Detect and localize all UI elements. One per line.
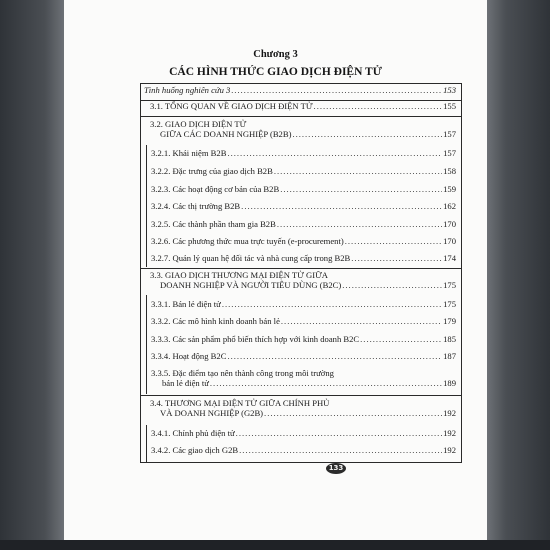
toc-entry-text: 3.4.2. Các giao dịch G2B bbox=[151, 445, 239, 455]
toc-entry bbox=[151, 428, 456, 438]
toc-entry-page: 159 bbox=[443, 184, 456, 194]
toc-entry-page: 158 bbox=[443, 166, 456, 176]
table-of-contents bbox=[64, 0, 487, 540]
toc-entry-page: 174 bbox=[443, 253, 456, 263]
toc-entry bbox=[151, 368, 456, 388]
toc-entry-page: 175 bbox=[443, 299, 456, 309]
toc-entry-text: 3.2.3. Các hoạt động cơ bản của B2B bbox=[151, 184, 280, 194]
toc-entry-text: 3.3.2. Các mô hình kinh doanh bán lẻ bbox=[151, 316, 280, 326]
toc-entry bbox=[151, 219, 456, 229]
toc-entry-text: GIỮA CÁC DOANH NGHIỆP (B2B) bbox=[160, 129, 292, 139]
right-background bbox=[487, 0, 550, 548]
toc-entry-text: 3.4.1. Chính phủ điện tử bbox=[151, 428, 235, 438]
toc-entry-page: 192 bbox=[443, 445, 456, 455]
toc-entry bbox=[150, 270, 456, 290]
toc-entry-text: 3.4. THƯƠNG MẠI ĐIỆN TỬ GIỮA CHÍNH PHỦ bbox=[150, 398, 330, 408]
toc-entry-text: 3.3.5. Đặc điểm tạo nên thành công trong môi trường bbox=[151, 368, 334, 378]
page-number-badge: 133 bbox=[326, 463, 346, 474]
toc-entry bbox=[144, 85, 456, 95]
toc-entry-page: 155 bbox=[443, 101, 456, 111]
toc-entry-text: 3.3.4. Hoạt động B2C bbox=[151, 351, 227, 361]
toc-entry-text: 3.2.6. Các phương thức mua trực tuyến (e-procurement) bbox=[151, 236, 344, 246]
toc-entry-page: 170 bbox=[443, 219, 456, 229]
toc-entry-page: 157 bbox=[443, 148, 456, 158]
toc-entry bbox=[151, 166, 456, 176]
toc-entry-page: 153 bbox=[443, 85, 456, 95]
toc-entry-text: 3.2.5. Các thành phần tham gia B2B bbox=[151, 219, 276, 229]
chapter-title: CÁC HÌNH THỨC GIAO DỊCH ĐIỆN TỬ bbox=[169, 66, 382, 78]
toc-entry bbox=[151, 316, 456, 326]
toc-entry-text: 3.3.3. Các sản phẩm phổ biến thích hợp với kinh doanh B2C bbox=[151, 334, 360, 344]
toc-entry bbox=[151, 334, 456, 344]
toc-entry-text: 3.2. GIAO DỊCH ĐIỆN TỬ bbox=[150, 119, 247, 129]
toc-entry-text: 3.2.7. Quản lý quan hệ đối tác và nhà cung cấp trong B2B bbox=[151, 253, 351, 263]
left-background bbox=[0, 0, 64, 548]
toc-entry bbox=[151, 299, 456, 309]
chapter-label: Chương 3 bbox=[253, 49, 298, 60]
toc-entry-page: 192 bbox=[443, 428, 456, 438]
bottom-bar bbox=[0, 540, 550, 550]
toc-entry-text: DOANH NGHIỆP VÀ NGƯỜI TIÊU DÙNG (B2C) bbox=[160, 280, 342, 290]
toc-entry bbox=[151, 351, 456, 361]
toc-entry-page: 162 bbox=[443, 201, 456, 211]
toc-entry-page: 170 bbox=[443, 236, 456, 246]
toc-entry bbox=[151, 236, 456, 246]
toc-entry-text: 3.3. GIAO DỊCH THƯƠNG MẠI ĐIỆN TỬ GIỮA bbox=[150, 270, 328, 280]
toc-entry-page: 157 bbox=[443, 129, 456, 139]
toc-entry bbox=[151, 201, 456, 211]
toc-entry-page: 189 bbox=[443, 378, 456, 388]
toc-entry bbox=[151, 148, 456, 158]
toc-entry-text: 3.3.1. Bán lẻ điện tử bbox=[151, 299, 221, 309]
toc-entry-text: 3.1. TỔNG QUAN VỀ GIAO DỊCH ĐIỆN TỬ bbox=[150, 101, 313, 111]
toc-entry-text: VÀ DOANH NGHIỆP (G2B) bbox=[160, 408, 264, 418]
toc-entry bbox=[150, 101, 456, 111]
toc-entry-page: 192 bbox=[443, 408, 456, 418]
toc-entry-text: 3.2.1. Khái niệm B2B bbox=[151, 148, 227, 158]
toc-entry bbox=[150, 119, 456, 139]
toc-entry-page: 185 bbox=[443, 334, 456, 344]
toc-entry-page: 179 bbox=[443, 316, 456, 326]
toc-entry bbox=[151, 253, 456, 263]
toc-entry-text: 3.2.2. Đặc trưng của giao dịch B2B bbox=[151, 166, 273, 176]
toc-entry-text: Tình huống nghiên cứu 3 bbox=[144, 85, 231, 95]
toc-entry bbox=[151, 445, 456, 455]
toc-entry bbox=[151, 184, 456, 194]
toc-entry-page: 187 bbox=[443, 351, 456, 361]
book-page bbox=[64, 0, 487, 540]
toc-entry-text: 3.2.4. Các thị trường B2B bbox=[151, 201, 241, 211]
toc-entry-page: 175 bbox=[443, 280, 456, 290]
toc-entry-text: bán lẻ điện tử bbox=[162, 378, 209, 388]
toc-entry bbox=[150, 398, 456, 418]
